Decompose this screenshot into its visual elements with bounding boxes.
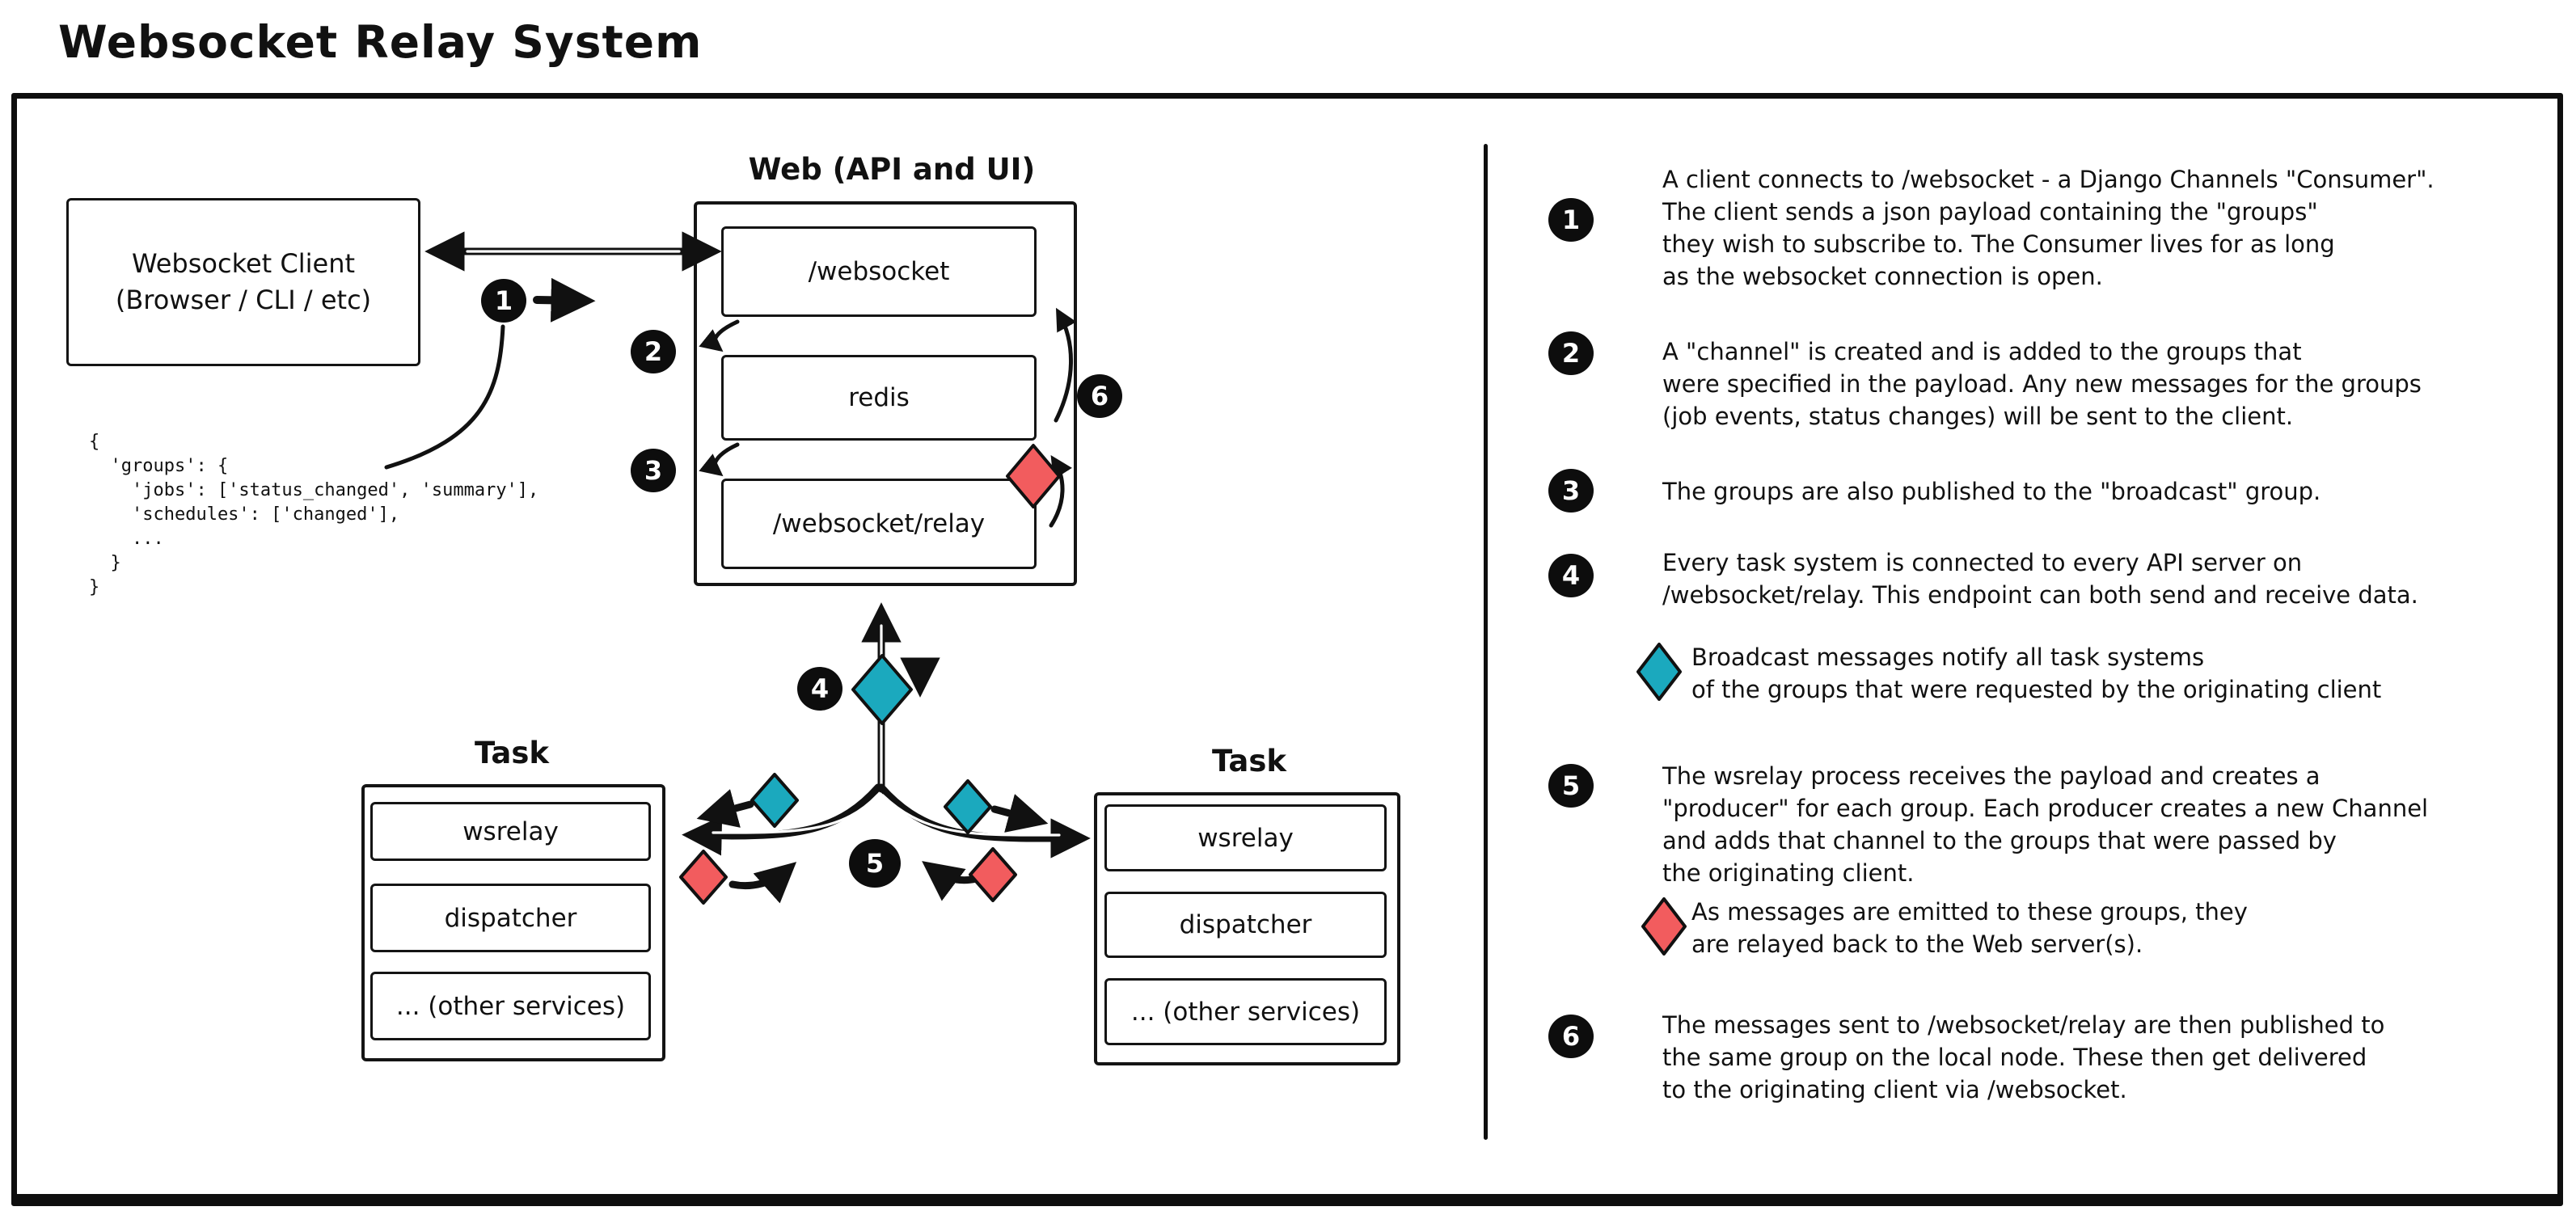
step-line: were specified in the payload. Any new messages for the groups xyxy=(1662,370,2422,398)
task-right-dispatcher-label: dispatcher xyxy=(1179,910,1312,939)
panel-badge-3: 3 xyxy=(1548,469,1594,513)
note-line: of the groups that were requested by the originating client xyxy=(1691,676,2382,703)
payload-line: ... xyxy=(89,529,164,549)
websocket-relay-label: /websocket/relay xyxy=(772,509,986,538)
diagram-badge-6: 6 xyxy=(1077,374,1122,418)
task-right-wsrelay-label: wsrelay xyxy=(1197,823,1294,853)
task-left-title: Task xyxy=(474,736,550,770)
payload-line: { xyxy=(89,432,100,452)
note-line: are relayed back to the Web server(s). xyxy=(1691,930,2143,958)
task-right-dispatcher-box xyxy=(1104,892,1387,958)
task-right-title: Task xyxy=(1211,744,1287,778)
panel-step-6 xyxy=(1662,1009,2560,1106)
diagram-badge-3: 3 xyxy=(631,449,676,492)
step-line: The groups are also published to the "broadcast" group. xyxy=(1662,478,2321,505)
step-line: The wsrelay process receives the payload and creates a xyxy=(1662,762,2321,790)
payload-line: 'groups': { xyxy=(89,456,229,476)
task-right-other-label: ... (other services) xyxy=(1130,997,1361,1027)
task-left-dispatcher-box xyxy=(370,884,651,952)
task-left-wsrelay-box xyxy=(370,802,651,861)
panel-note-broadcast xyxy=(1691,641,2565,706)
panel-badge-5: 5 xyxy=(1548,764,1594,808)
step-line: /websocket/relay. This endpoint can both send and receive data. xyxy=(1662,581,2418,609)
step-line: to the originating client via /websocket. xyxy=(1662,1076,2127,1103)
payload-line: 'schedules': ['changed'], xyxy=(89,504,400,525)
diagram-badge-4: 4 xyxy=(797,667,842,711)
diagram-badge-1: 1 xyxy=(481,279,526,323)
websocket-endpoint-label: /websocket xyxy=(808,257,950,286)
payload-line: } xyxy=(89,577,100,597)
diagram-badge-2: 2 xyxy=(631,330,676,373)
websocket-endpoint-box xyxy=(721,226,1037,317)
panel-step-4 xyxy=(1662,546,2560,611)
panel-note-relayback xyxy=(1691,896,2565,960)
task-left-wsrelay-label: wsrelay xyxy=(462,816,559,846)
panel-step-3 xyxy=(1662,475,2560,508)
panel-badge-2: 2 xyxy=(1548,331,1594,375)
payload-line: 'jobs': ['status_changed', 'summary'], xyxy=(89,480,539,500)
task-left-dispatcher-label: dispatcher xyxy=(444,903,577,933)
step-line: A client connects to /websocket - a Django Channels "Consumer". xyxy=(1662,166,2435,193)
step-line: and adds that channel to the groups that were passed by xyxy=(1662,827,2337,854)
page-title: Websocket Relay System xyxy=(58,16,703,68)
redis-box xyxy=(721,355,1037,441)
step-line: the originating client. xyxy=(1662,859,1915,887)
note-line: As messages are emitted to these groups, they xyxy=(1691,898,2248,926)
panel-badge-6: 6 xyxy=(1548,1015,1594,1058)
web-group-title: Web (API and UI) xyxy=(748,152,1036,187)
step-line: as the websocket connection is open. xyxy=(1662,263,2103,290)
panel-step-5 xyxy=(1662,760,2560,889)
note-line: Broadcast messages notify all task systems xyxy=(1691,643,2205,671)
step-line: "producer" for each group. Each producer creates a new Channel xyxy=(1662,795,2429,822)
payload-line: } xyxy=(89,553,121,573)
task-right-wsrelay-box xyxy=(1104,804,1387,871)
websocket-client-box xyxy=(66,198,420,366)
step-line: the same group on the local node. These then get delivered xyxy=(1662,1044,2367,1071)
step-line: they wish to subscribe to. The Consumer lives for as long xyxy=(1662,230,2335,258)
client-label-line1: Websocket Client xyxy=(131,248,356,279)
payload-json xyxy=(89,430,538,600)
panel-step-1 xyxy=(1662,163,2560,293)
task-right-other-box xyxy=(1104,978,1387,1045)
redis-label: redis xyxy=(848,383,910,412)
step-line: The messages sent to /websocket/relay are then published to xyxy=(1662,1011,2385,1039)
step-line: Every task system is connected to every API server on xyxy=(1662,549,2303,576)
client-label-line2: (Browser / CLI / etc) xyxy=(115,285,372,315)
panel-badge-4: 4 xyxy=(1548,554,1594,597)
task-left-other-label: ... (other services) xyxy=(395,991,626,1021)
step-line: The client sends a json payload containing the "groups" xyxy=(1662,198,2318,226)
panel-step-2 xyxy=(1662,335,2560,432)
panel-divider xyxy=(1484,144,1488,1140)
task-left-other-box xyxy=(370,972,651,1040)
diagram-badge-5: 5 xyxy=(849,839,901,888)
panel-badge-1: 1 xyxy=(1548,198,1594,242)
step-line: (job events, status changes) will be sent to the client. xyxy=(1662,403,2294,430)
websocket-relay-box xyxy=(721,479,1037,569)
step-line: A "channel" is created and is added to the groups that xyxy=(1662,338,2302,365)
